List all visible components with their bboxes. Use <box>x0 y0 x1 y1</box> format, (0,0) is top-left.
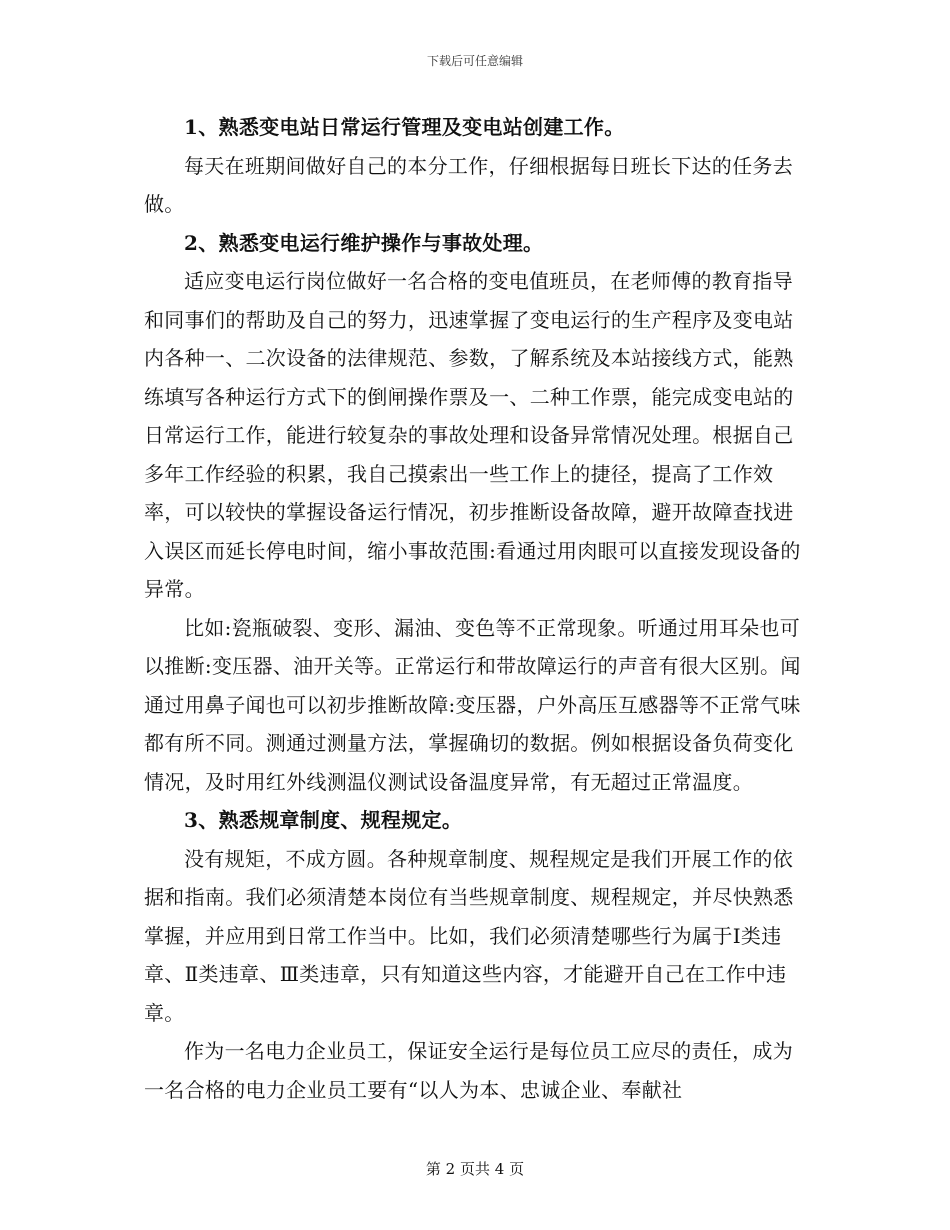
paragraph: 作为一名电力企业员工，保证安全运行是每位员工应尽的责任，成为一名合格的电力企业员工要有“以人为本、忠诚企业、奉献社 <box>144 1039 793 1102</box>
paragraph: 每天在班期间做好自己的本分工作，仔细根据每日班长下达的任务去做。 <box>144 153 793 216</box>
document-body <box>144 108 806 1109</box>
section-heading-1: 1、熟悉变电站日常运行管理及变电站创建工作。 <box>184 115 625 139</box>
paragraph: 比如:瓷瓶破裂、变形、漏油、变色等不正常现象。听通过用耳朵也可以推断:变压器、油开关等。正常运行和带故障运行的声音有很大区别。闻通过用鼻子闻也可以初步推断故障:变压器，户外高压互感器等不正常气味都有所不同。测通过测量方法，掌握确切的数据。例如根据设备负荷变化情况，及时用红外线测温仪测试设备温度异常，有无超过正常温度。 <box>144 615 801 794</box>
paragraph: 适应变电运行岗位做好一名合格的变电值班员，在老师傅的教育指导和同事们的帮助及自己的努力，迅速掌握了变电运行的生产程序及变电站内各种一、二次设备的法律规范、参数，了解系统及本站接线方式，能熟练填写各种运行方式下的倒闸操作票及一、二种工作票，能完成变电站的日常运行工作，能进行较复杂的事故处理和设备异常情况处理。根据自己多年工作经验的积累，我自己摸索出一些工作上的捷径，提高了工作效率，可以较快的掌握设备运行情况，初步推断设备故障，避开故障查找进入误区而延长停电时间，缩小事故范围:看通过用肉眼可以直接发现设备的异常。 <box>144 269 801 601</box>
paragraph: 没有规矩，不成方圆。各种规章制度、规程规定是我们开展工作的依据和指南。我们必须清楚本岗位有当些规章制度、规程规定，并尽快熟悉掌握，并应用到日常工作当中。比如，我们必须清楚哪些行为属于Ⅰ类违章、Ⅱ类违章、Ⅲ类违章，只有知道这些内容，才能避开自己在工作中违章。 <box>144 846 794 1025</box>
page-header: 下载后可任意编辑 <box>426 54 523 68</box>
section-heading-3: 3、熟悉规章制度、规程规定。 <box>184 808 463 832</box>
section-heading-2: 2、熟悉变电运行维护操作与事故处理。 <box>184 230 544 255</box>
page-number: 第 2 页共 4 页 <box>425 1160 525 1178</box>
